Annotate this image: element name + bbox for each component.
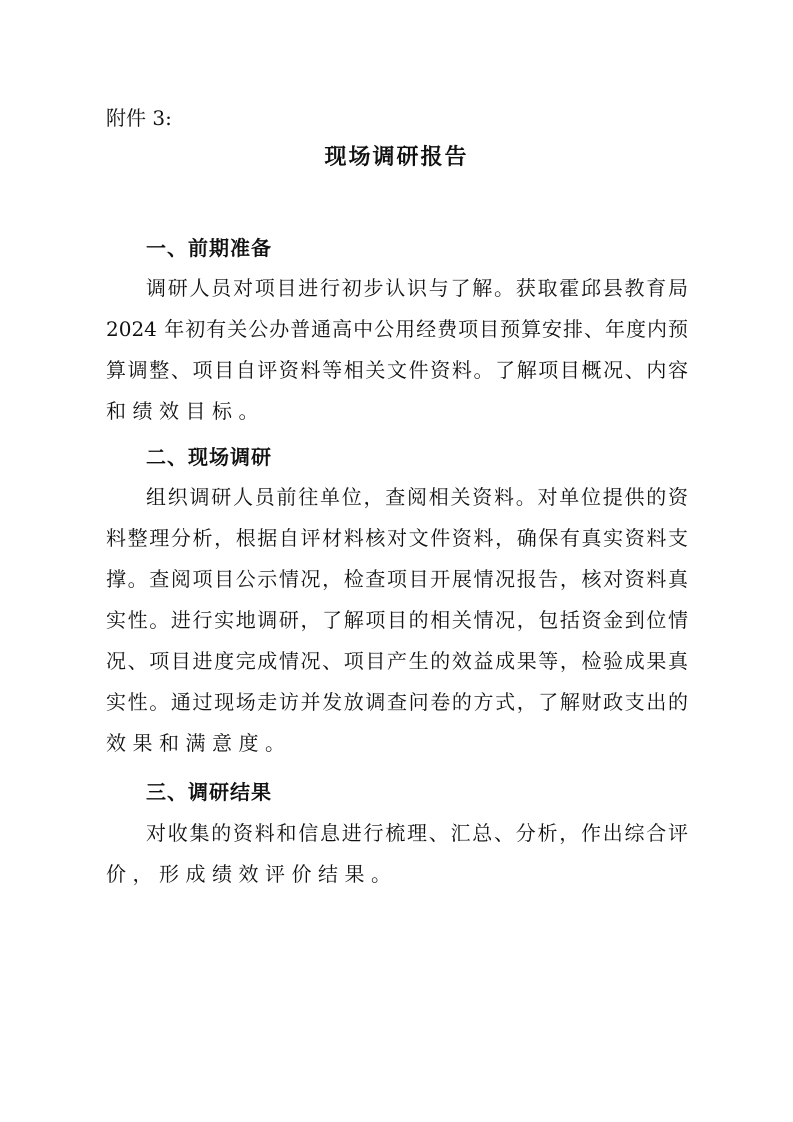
- paragraph-line: 算调整、项目自评资料等相关文件资料。了解项目概况、内容: [106, 358, 688, 382]
- paragraph-line: 撑。查阅项目公示情况，检查项目开展情况报告，核对资料真: [106, 567, 688, 591]
- section-heading-results: 三、调研结果: [146, 780, 272, 804]
- document-title: 现场调研报告: [324, 145, 469, 170]
- paragraph-line: 况、项目进度完成情况、项目产生的效益成果等，检验成果真: [106, 649, 688, 673]
- section-heading-preparation: 一、前期准备: [146, 236, 272, 260]
- section-paragraph-field-research: [106, 477, 688, 764]
- section-heading-field-research: 二、现场调研: [146, 445, 272, 469]
- paragraph-line: 效果和满意度。: [106, 731, 292, 755]
- paragraph-line: 对收集的资料和信息进行梳理、汇总、分析，作出综合评: [146, 821, 688, 845]
- paragraph-line: 2024 年初有关公办普通高中公用经费项目预算安排、年度内预: [106, 317, 688, 341]
- paragraph-line: 价，形成绩效评价结果。: [106, 862, 398, 886]
- paragraph-line: 实性。进行实地调研，了解项目的相关情况，包括资金到位情: [106, 608, 688, 632]
- paragraph-line: 实性。通过现场走访并发放调查问卷的方式，了解财政支出的: [106, 690, 688, 714]
- attachment-label: 附件 3:: [106, 106, 172, 130]
- paragraph-line: 调研人员对项目进行初步认识与了解。获取霍邱县教育局: [146, 276, 688, 300]
- paragraph-line: 组织调研人员前往单位，查阅相关资料。对单位提供的资: [146, 485, 688, 509]
- section-paragraph-results: [106, 813, 688, 895]
- paragraph-line: 料整理分析，根据自评材料核对文件资料，确保有真实资料支: [106, 526, 688, 550]
- paragraph-line: 和绩效目标。: [106, 399, 265, 423]
- section-paragraph-preparation: [106, 268, 688, 432]
